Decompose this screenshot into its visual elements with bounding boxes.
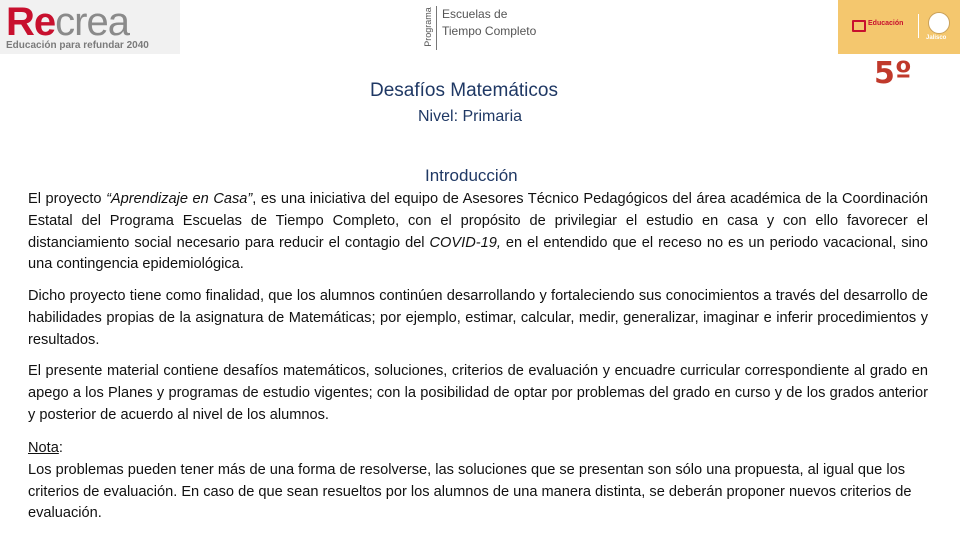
programa-vertical-label: Programa bbox=[422, 7, 433, 47]
programa-etc-logo bbox=[424, 2, 548, 52]
programa-line-2: Tiempo Completo bbox=[442, 24, 537, 38]
section-heading: Introducción bbox=[425, 166, 518, 185]
recrea-wordmark bbox=[6, 0, 129, 44]
paragraph-material: El presente material contiene desafíos matemáticos, soluciones, criterios de evaluación y encuadre curricular correspondiente al grado en apego a los Planes y programas de estudio vigentes; con la posibilidad de optar por problemas del grado en curso y de los grados anterior y posterior de acuerdo al nivel de los alumnos. bbox=[28, 363, 928, 423]
note-heading bbox=[28, 438, 928, 460]
recrea-wordmark-crea: crea bbox=[55, 0, 129, 44]
recrea-tagline: Educación para refundar 2040 bbox=[6, 40, 149, 51]
paragraph-intro-text-e: en el entendido que el receso no es un periodo vacacional, sino una contingencia epidemiológica. bbox=[28, 234, 928, 273]
note-colon: : bbox=[58, 440, 63, 456]
educacion-label: Educación bbox=[868, 20, 904, 27]
paragraph-purpose: Dicho proyecto tiene como finalidad, que los alumnos continúen desarrollando y fortaleciendo sus conocimientos a través del desarrollo de habilidades propias de la asignatura de Matemáticas; por ejemplo, estimar, calcular, medir, generalizar, imaginar e inferir procedimientos y resultados. bbox=[28, 288, 928, 348]
jalisco-education-logo bbox=[838, 0, 960, 54]
paragraph-intro-text-a: El proyecto bbox=[28, 191, 107, 207]
recrea-wordmark-re: Re bbox=[6, 0, 56, 44]
jalisco-label: Jalisco bbox=[926, 35, 947, 41]
page-title: Desafíos Matemáticos bbox=[370, 80, 558, 101]
logo-divider bbox=[918, 14, 919, 38]
programa-line-1: Escuelas de bbox=[442, 7, 508, 21]
recrea-logo bbox=[0, 0, 180, 54]
covid-italic: COVID-19, bbox=[429, 234, 501, 251]
grade-badge: 5º bbox=[874, 56, 912, 91]
book-icon bbox=[852, 20, 866, 32]
paragraph-intro bbox=[28, 189, 928, 276]
jalisco-seal-icon bbox=[928, 12, 950, 34]
note-label: Nota bbox=[28, 440, 59, 456]
paragraph-intro-text-c: , es una iniciativa del equipo de Asesores Técnico Pedagógicos del área académica de la Coordinación Estatal del Programa Escuelas de Tiempo Completo, con el propósito de privilegiar el estudio en casa y con ello favorecer el distanciamiento social necesario para reducir el contagio del bbox=[28, 191, 928, 251]
note-text: Los problemas pueden tener más de una forma de resolverse, las soluciones que se presentan son sólo una propuesta, al igual que los criterios de evaluación. En caso de que sean resueltos por los alumnos de una manera distinta, se deberán proponer nuevos criterios de evaluación. bbox=[28, 461, 912, 522]
project-name-italic: “Aprendizaje en Casa” bbox=[106, 191, 253, 207]
programa-vertical-label-box bbox=[424, 6, 437, 50]
level-label: Nivel: Primaria bbox=[418, 108, 523, 125]
note-section bbox=[28, 438, 928, 525]
